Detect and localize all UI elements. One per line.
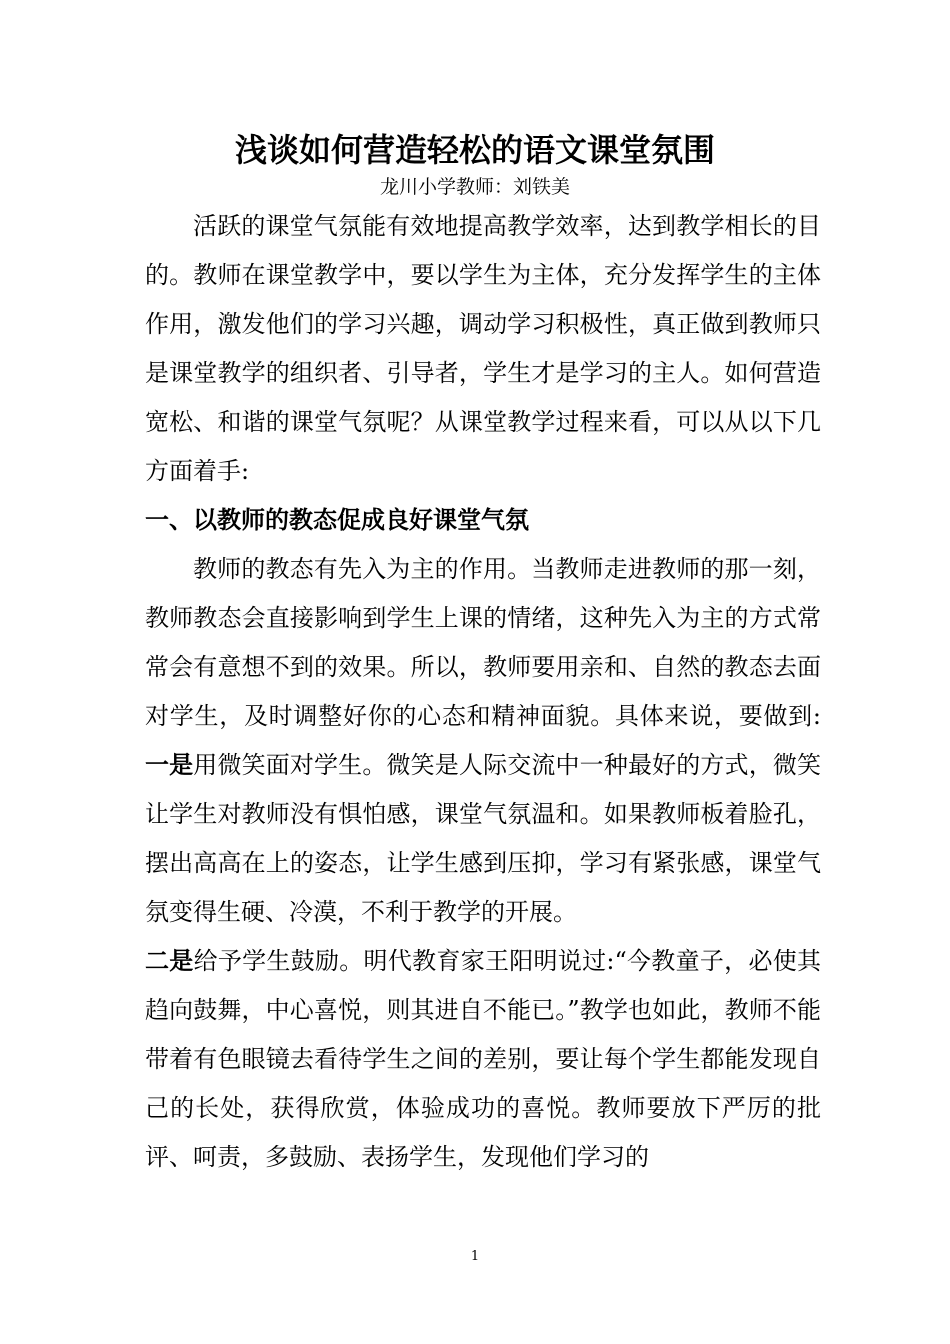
point-lead: 二是	[145, 947, 194, 975]
point-text: 用微笑面对学生。微笑是人际交流中一种最好的方式，微笑让学生对教师没有惧怕感，课堂气氛温和。如果教师板着脸孔，摆出高高在上的姿态，让学生感到压抑，学习有紧张感，课堂气氛变得生硬、冷漠，不利于教学的开展。	[145, 751, 821, 926]
paragraph-text: 教师的教态有先入为主的作用。当教师走进教师的那一刻，教师教态会直接影响到学生上课的情绪，这种先入为主的方式常常会有意想不到的效果。所以，教师要用亲和、自然的教态去面对学生，及时调整好你的心态和精神面貌。具体来说，要做到:	[145, 555, 821, 730]
point-text: 给予学生鼓励。明代教育家王阳明说过:“今教童子，必使其趋向鼓舞，中心喜悦，则其进自不能已。”教学也如此，教师不能带着有色眼镜去看待学生之间的差别，要让每个学生都能发现自己的长处，获得欣赏，体验成功的喜悦。教师要放下严厉的批评、呵责，多鼓励、表扬学生，发现他们学习的	[145, 947, 822, 1171]
point-lead: 一是	[145, 751, 194, 779]
page-number: 1	[470, 1249, 480, 1264]
continuation-paragraph	[145, 937, 821, 1182]
section-paragraph	[145, 545, 821, 937]
document-title: 浅谈如何营造轻松的语文课堂氛围	[234, 131, 715, 169]
intro-paragraph: 活跃的课堂气氛能有效地提高教学效率，达到教学相长的目的。教师在课堂教学中，要以学生为主体，充分发挥学生的主体作用，激发他们的学习兴趣，调动学习积极性，真正做到教师只是课堂教学的组织者、引导者，学生才是学习的主人。如何营造宽松、和谐的课堂气氛呢？从课堂教学过程来看，可以从以下几方面着手:	[145, 212, 821, 485]
section-heading: 一、以教师的教态促成良好课堂气氛	[145, 506, 529, 534]
author-line: 龙川小学教师：刘铁美	[379, 176, 570, 198]
document-body	[145, 202, 821, 1182]
